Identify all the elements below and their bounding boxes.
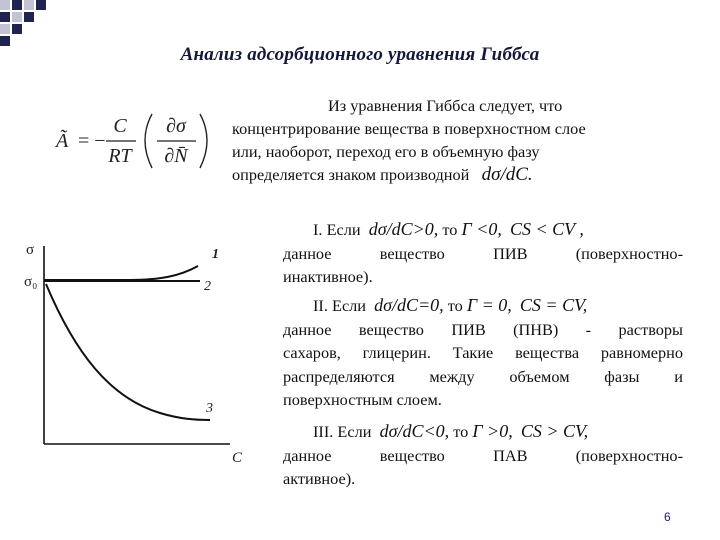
formula-frac2-num: ∂σ	[166, 115, 186, 137]
case-number: I.	[313, 220, 323, 239]
formula-lhs: Ã	[56, 130, 69, 152]
case-then: то	[442, 220, 458, 239]
deco-square	[12, 0, 22, 10]
formula-frac1-den: RT	[108, 145, 132, 167]
curve-label-1: 1	[212, 247, 219, 262]
case-3	[283, 420, 683, 491]
case-if: Если	[337, 422, 372, 441]
intro-line: концентрирование вещества в поверхностном слое	[232, 119, 586, 138]
curve-3	[46, 284, 210, 420]
formula-frac2-den: ∂N̄	[164, 145, 188, 167]
isotherm-graph	[20, 238, 252, 468]
deco-square	[12, 24, 22, 34]
case-condition: dσ/dC>0,	[368, 219, 439, 239]
deco-square	[36, 0, 46, 10]
case-if: Если	[326, 220, 361, 239]
case-body-line: поверхностным слоем.	[283, 390, 442, 409]
deco-square	[0, 24, 10, 34]
case-body-line: данное вещество ПИВ (ПНВ) - растворы	[283, 319, 683, 339]
deco-square	[24, 12, 34, 22]
deco-square	[12, 12, 22, 22]
case-result: Г <0,	[461, 219, 502, 239]
case-cs-relation: CS < CV ,	[510, 219, 584, 239]
case-1-heading	[283, 218, 683, 242]
case-3-body	[283, 444, 683, 491]
case-1	[283, 218, 683, 289]
case-condition: dσ/dC<0,	[379, 421, 450, 441]
deco-square	[0, 12, 10, 22]
case-then: то	[447, 296, 463, 315]
case-2-heading	[283, 294, 683, 318]
y-axis-label: σ	[26, 242, 35, 258]
case-body-line: распределяются между объемом фазы и	[283, 366, 683, 386]
curve-1	[44, 266, 198, 280]
derivative-expression: dσ/dC.	[481, 164, 533, 185]
case-result: Г = 0,	[466, 295, 512, 315]
x-axis-label: C	[232, 450, 243, 466]
curve-label-2: 2	[204, 279, 211, 294]
intro-line: Из уравнения Гиббса следует, что	[328, 96, 563, 115]
formula-right-paren	[200, 114, 207, 168]
case-condition: dσ/dC=0,	[374, 295, 444, 315]
case-body-line: сахаров, глицерин. Такие вещества равномерно	[283, 343, 683, 362]
case-cs-relation: CS = CV,	[519, 295, 588, 315]
case-1-body	[283, 242, 683, 289]
case-if: Если	[332, 296, 367, 315]
deco-square	[24, 0, 34, 10]
case-body-line: инактивное).	[283, 267, 373, 286]
page-number: 6	[664, 510, 671, 524]
formula-frac1-num: C	[113, 115, 127, 137]
deco-square	[0, 0, 10, 10]
curve-label-3: 3	[206, 401, 213, 416]
case-body-line: данное вещество ПИВ (поверхностно-	[283, 243, 683, 263]
intro-paragraph	[232, 94, 676, 186]
case-cs-relation: CS > CV,	[520, 421, 589, 441]
case-2-body	[283, 318, 683, 412]
intro-line: или, наоборот, переход его в объемную фазу	[232, 142, 540, 161]
y0-label: σ₀	[24, 274, 38, 290]
case-then: то	[453, 422, 469, 441]
formula-left-paren	[145, 114, 152, 168]
intro-line: определяется знаком производной	[232, 165, 470, 184]
gibbs-equation	[54, 104, 224, 176]
case-result: Г >0,	[472, 421, 513, 441]
slide-title: Анализ адсорбционного уравнения Гиббса	[180, 44, 540, 65]
case-body-line: активное).	[283, 469, 356, 488]
case-2	[283, 294, 683, 412]
case-number: II.	[313, 296, 328, 315]
formula-equals: = −	[78, 130, 106, 152]
case-3-heading	[283, 420, 683, 444]
case-body-line: данное вещество ПАВ (поверхностно-	[283, 445, 683, 465]
case-number: III.	[313, 422, 334, 441]
